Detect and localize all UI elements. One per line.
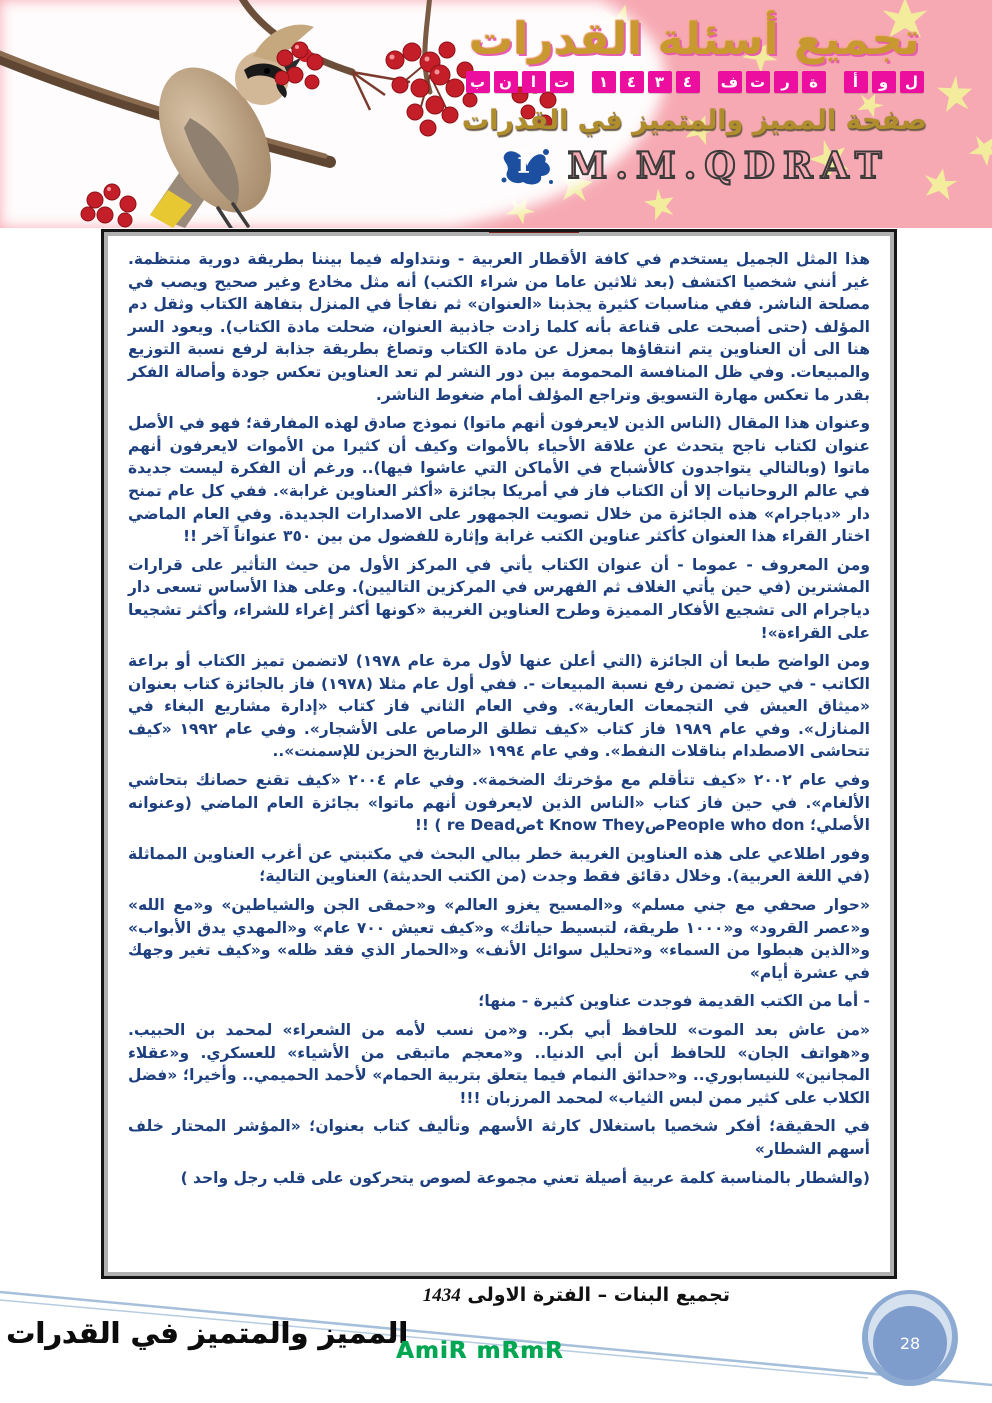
collection-text: تجميع البنات – الفترة الاولى (467, 1284, 730, 1306)
letter-tile: ن (494, 71, 518, 93)
paragraph: في الحقيقة؛ أفكر شخصيا باستغلال كارثة الأسهم وتأليف كتاب بعنوان؛ «المؤشر المحتار خلف أسهم الشطار» (128, 1117, 870, 1158)
letter-tile (578, 71, 588, 93)
letter-tile: ا (522, 71, 546, 93)
facebook-page-name: M.M.QDRAT (567, 145, 890, 187)
paragraph: ومن المعروف - عموما - أن عنوان الكتاب يأتي في المركز الأول من حيث التأثير على قرارات المشترين (في حين يأتي الغلاف ثم الفهرس في المركزين التاليين). وعلى هذا الأساس تسعى دار دياجرام الى تشجيع الأفكار المميزة وطرح العناوين الغريبة «كونها أكثر إغراء للشراء، وأكثر تشجيعا على القراءة»! (128, 555, 870, 642)
paragraph: وعنوان هذا المقال (الناس الذين لايعرفون أنهم ماتوا) نموذج صادق لهذه المفارقة؛ فهو في الأصل عنوان لكتاب ناجح يتحدث عن علاقة الأحياء بالأموات وكيف أن كثيرا من الأموات لايعرفون أنهم ماتوا (وبالتالي يتواجدون كالأشباح في الأماكن التي عاشوا فيها).. ورغم أن الفكرة ليست جديدة في عالم الروحانيات إلا أن الكتاب فاز في أمريكا بجائزة «أكثر العناوين غرابة». ففي كل عام تمنح دار «دياجرام» هذه الجائزة من خلال تصويت الجمهور على الاصدارات الجديدة. وفي العام الماضي اختار القراء هذا العنوان كأكثر عناوين الكتب غرابة وإثارة للفضول من بين ٣٥٠ عنواناً آخر !! (128, 414, 870, 546)
facebook-icon (499, 142, 557, 190)
letter-tile: ٤ (676, 71, 700, 93)
footer-collection-line (423, 1284, 730, 1307)
banner-subtitle: صفحة المميز والمتميز في القدرات (462, 105, 927, 136)
letter-tile: ر (774, 71, 798, 93)
paragraph: «من عاش بعد الموت» للحافظ أبي بكر.. و«من نسب لأمه من الشعراء» لمحمد بن الحبيب. و«هواتف الجان» للحافظ أبن أبي الدنيا.. و«معجم ماتبقى من الأشياء» للعسكري. و«عقلاء المجانين» للنيسابوري.. و«حدائق النمام فيما يتعلق بتربية الحمام» لأحمد الحميمي.. وأخيرا؛ «فضل الكلاب على كثير ممن لبس الثياب» لمحمد المرزبان !!! (128, 1021, 870, 1107)
letter-tile (830, 71, 840, 93)
paragraph: (والشطار بالمناسبة كلمة عربية أصيلة تعني مجموعة لصوص يتحركون على قلب رجل واحد ) (180, 1168, 870, 1187)
page-number: 28 (873, 1306, 947, 1380)
banner-title: تجميع أسئلة القدرات (469, 14, 920, 65)
letter-tile: أ (844, 71, 868, 93)
paragraph: وفور اطلاعي على هذه العناوين الغريبة خطر ببالي البحث في مكتبتي عن أغرب العناوين المماثلة (في اللغة العربية). وخلال دقائق فقط وجدت (من الكتب الحديثة) العناوين التالية؛ (128, 844, 870, 886)
letter-tile: ب (466, 71, 490, 93)
letter-tile: ت (746, 71, 770, 93)
footer-year: 1434 (422, 1285, 461, 1306)
letter-tile: ٣ (648, 71, 672, 93)
letter-tile: ل (900, 71, 924, 93)
letter-tile: ١ (592, 71, 616, 93)
paragraph: «حوار صحفي مع جني مسلم» و«المسيح يغزو العالم» و«حمقى الجن والشياطين» و«مع الله» و«عصر القرود» و«١٠٠٠ طريقة، لتبسيط حياتك» و«كيف تعيش ٧٠٠ عام» و«المهدي يدق الأبواب» و«الذين هبطوا من السماء» و«تحليل سوائل الأنف» و«الحمار الذي فقد ظله» و«كيف تغير وجهك في عشرة أيام» (128, 896, 871, 982)
letter-tile: ٤ (620, 71, 644, 93)
banner (0, 0, 992, 228)
facebook-f-glyph: f (517, 146, 531, 181)
banner-letter-tiles (407, 71, 982, 93)
paragraph: هذا المثل الجميل يستخدم في كافة الأقطار العربية - ونتداوله فيما بيننا بطريقة دورية منتظمة. غير أنني شخصيا اكتشف (بعد ثلاثين عاما من شراء الكتب) أنه مثل مخادع وغير صحيح ويصب في مصلحة الناشر. ففي مناسبات كثيرة يجذبنا «العنوان» ثم نفاجأ في المنزل بتفاهة الكتاب وثقل دم المؤلف (حتى أصبحت على قناعة بأنه كلما زادت جاذبية العنوان، ضحلت مادة الكتاب). ويعود السر هنا الى أن العناوين يتم انتقاؤها بمعزل عن مادة الكتاب وتصاغ بطريقة جذابة لرفع نسبة التوزيع والمبيعات. وفي ظل المنافسة المحمومة بين دور النشر لم تعد العناوين تعكس جودة وأصالة الفكر بقدر ما تعكس مهارة التسويق وتراجع المؤلف أمام ضغوط الناشر. (128, 250, 870, 404)
footer (0, 1278, 992, 1403)
article-text (118, 242, 880, 1268)
paragraph: ومن الواضح طبعا أن الجائزة (التي أعلن عنها لأول مرة عام ١٩٧٨) لاتضمن تميز الكتاب أو براعة الكاتب - في حين تضمن رفع نسبة المبيعات -. ففي أول عام مثلا (١٩٧٨) فاز بالجائزة كتاب بعنوان «ميثاق العيش في التجمعات العارية». وفي العام الثاني فاز كتاب «إدارة مشاريع البغاء في المنازل». وفي عام ١٩٨٩ فاز كتاب «كيف تطلق الرصاص على الأشجار». وفي عام ١٩٩٢ «كيف تتحاشى الاصطدام بناقلات النفط». وفي عام ١٩٩٤ «التاريخ الحزين للإسمنت».. (128, 652, 870, 761)
scan-artifact-red-line (489, 229, 579, 233)
footer-signature: AmiR mRmR (396, 1338, 564, 1364)
paragraph: وفي عام ٢٠٠٢ «كيف تتأقلم مع مؤخرتك الضخمة». وفي عام ٢٠٠٤ «كيف تقنع حصانك بتحاشي الألغام». في حين فاز كتاب «الناس الذين لايعرفون أنهم ماتوا» بجائزة العام الماضي (وعنوانه الأصلي؛ People who donصt Know Theyصre Dead ) !! (128, 771, 870, 835)
footer-brand: المميز والمتميز في القدرات (6, 1316, 408, 1350)
letter-tile: ف (718, 71, 742, 93)
letter-tile (704, 71, 714, 93)
paragraph: - أما من الكتب القديمة فوجدت عناوين كثيرة - منها؛ (478, 992, 870, 1011)
letter-tile: و (872, 71, 896, 93)
letter-tile: ت (550, 71, 574, 93)
page-number-badge (862, 1290, 958, 1386)
document-page (101, 229, 897, 1279)
letter-tile: ة (802, 71, 826, 93)
